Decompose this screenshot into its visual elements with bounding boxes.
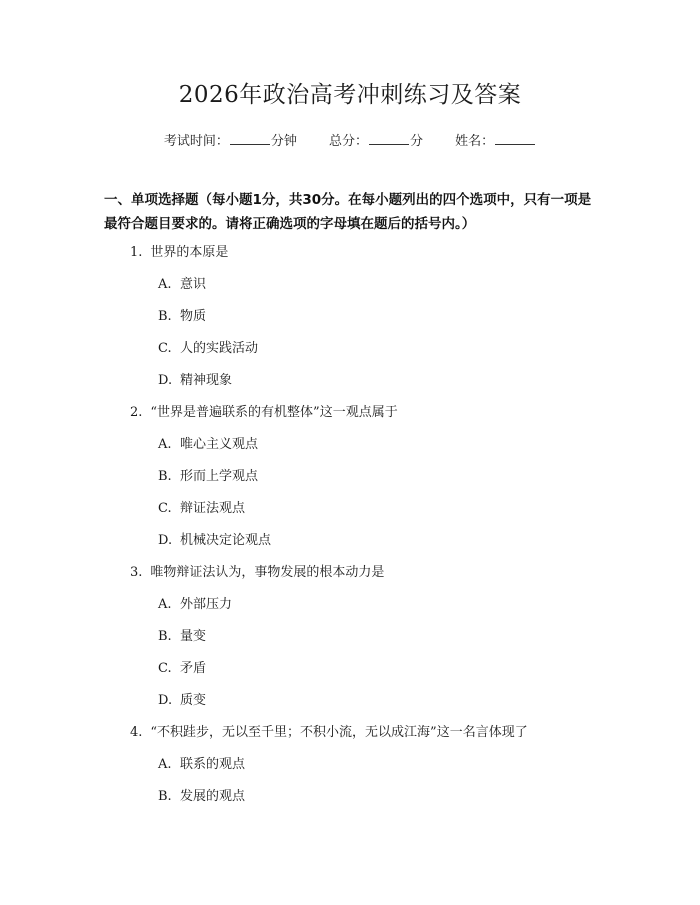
option-text: 外部压力 (180, 597, 233, 612)
option-text: 唯心主义观点 (180, 437, 259, 452)
option-letter: C. (158, 501, 172, 516)
total-score-unit: 分 (410, 134, 424, 149)
option-letter: D. (158, 533, 173, 548)
option-letter: A. (158, 277, 172, 292)
option-letter: D. (158, 693, 173, 708)
question-1-option-a (158, 276, 206, 294)
question-4-option-a (158, 756, 245, 774)
question-4 (130, 724, 528, 742)
option-letter: B. (158, 309, 172, 324)
question-2 (130, 404, 398, 422)
question-2-option-c (158, 500, 245, 518)
question-1-option-b (158, 308, 206, 326)
question-4-option-b (158, 788, 245, 806)
question-3-option-b (158, 628, 206, 646)
question-text: “不积跬步，无以至千里；不积小流，无以成江海”这一名言体现了 (150, 725, 528, 740)
option-letter: D. (158, 373, 173, 388)
option-text: 联系的观点 (180, 757, 246, 772)
question-3-option-c (158, 660, 206, 678)
option-text: 质变 (180, 693, 207, 708)
name-blank (495, 130, 535, 145)
option-letter: A. (158, 757, 172, 772)
total-score-blank (369, 130, 409, 145)
question-number: 3. (130, 565, 143, 580)
total-score-label: 总分： (328, 134, 368, 149)
exam-time-label: 考试时间： (163, 134, 229, 149)
section-heading: 一、单项选择题（每小题1分，共30分。在每小题列出的四个选项中，只有一项是最符合题目要求的。请将正确选项的字母填在题后的括号内。） (104, 192, 592, 232)
question-text: 唯物辩证法认为，事物发展的根本动力是 (150, 565, 385, 580)
option-text: 量变 (180, 629, 207, 644)
name-field (455, 130, 536, 152)
option-text: 物质 (180, 309, 207, 324)
question-1-option-c (158, 340, 258, 358)
option-letter: A. (158, 437, 172, 452)
option-text: 人的实践活动 (180, 341, 259, 356)
option-text: 矛盾 (180, 661, 207, 676)
exam-time-field (164, 130, 297, 152)
option-text: 意识 (180, 277, 207, 292)
option-letter: B. (158, 629, 172, 644)
exam-info-line (0, 130, 700, 152)
option-text: 发展的观点 (180, 789, 246, 804)
question-number: 1. (130, 245, 143, 260)
question-text: 世界的本原是 (150, 245, 229, 260)
option-letter: B. (158, 469, 172, 484)
exam-time-blank (230, 130, 270, 145)
option-letter: A. (158, 597, 172, 612)
option-text: 形而上学观点 (180, 469, 259, 484)
question-2-option-a (158, 436, 258, 454)
question-3-option-a (158, 596, 232, 614)
exam-time-unit: 分钟 (270, 134, 297, 149)
option-letter: C. (158, 341, 172, 356)
option-text: 机械决定论观点 (180, 533, 272, 548)
question-1 (130, 244, 228, 262)
option-text: 辩证法观点 (180, 501, 246, 516)
option-letter: C. (158, 661, 172, 676)
option-text: 精神现象 (180, 373, 233, 388)
option-letter: B. (158, 789, 172, 804)
name-label: 姓名： (455, 134, 495, 149)
question-3 (130, 564, 384, 582)
question-text: “世界是普遍联系的有机整体”这一观点属于 (150, 405, 398, 420)
question-3-option-d (158, 692, 206, 710)
question-1-option-d (158, 372, 232, 390)
question-2-option-d (158, 532, 271, 550)
total-score-field (329, 130, 423, 152)
question-number: 4. (130, 725, 143, 740)
question-number: 2. (130, 405, 143, 420)
page-title: 2026年政治高考冲刺练习及答案 (178, 82, 522, 108)
question-2-option-b (158, 468, 258, 486)
